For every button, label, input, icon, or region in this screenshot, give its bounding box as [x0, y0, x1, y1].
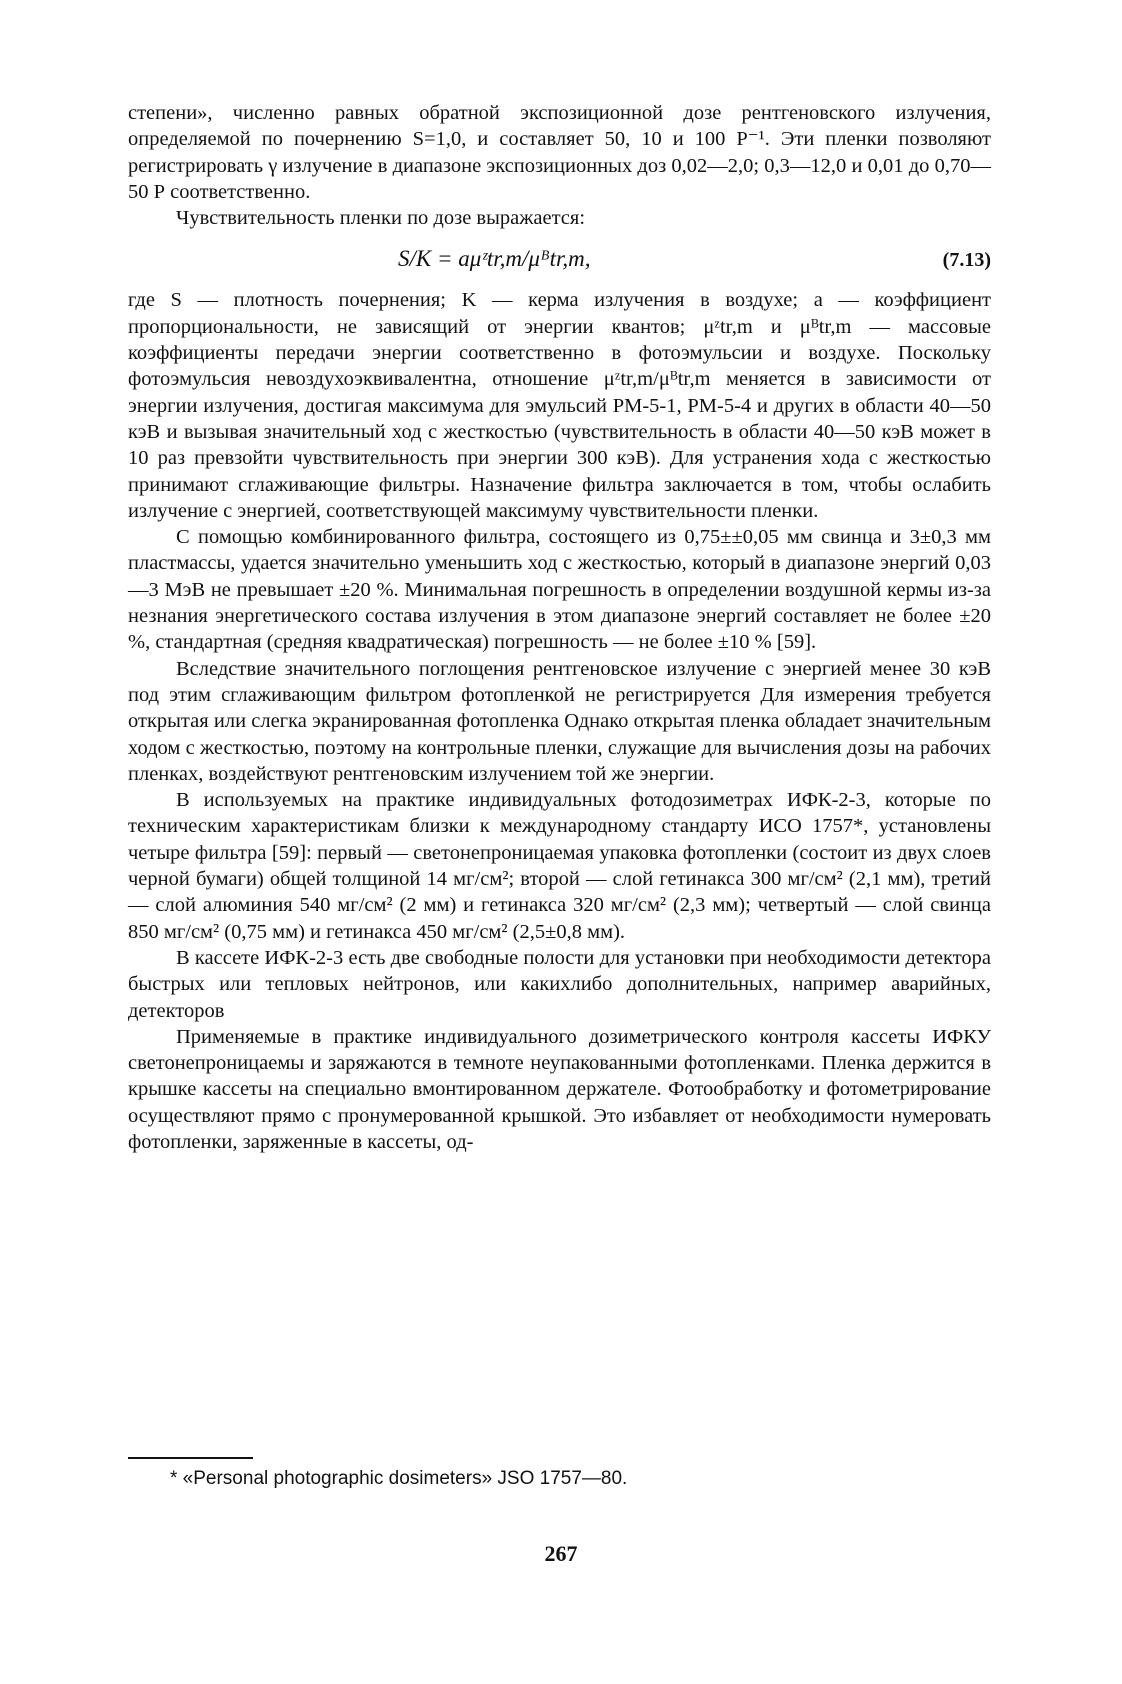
paragraph-6: В используемых на практике индивидуальных фотодозиметрах ИФК-2-3, которые по техническим характеристикам близки к международному стандарту ИСО 1757*, установлены четыре фильтра [59]: первый — светонепроницаемая упаковка фотопленки (состоит из двух слоев черной бумаги) общей толщиной 14 мг/см²; второй — слой гетинакса 300 мг/см² (2,1 мм), третий — слой алюминия 540 мг/см² (2 мм) и гетинакса 320 мг/см² (2,3 мм); четвертый — слой свинца 850 мг/см² (0,75 мм) и гетинакса 450 мг/см² (2,5±0,8 мм). [128, 789, 991, 943]
equation-7-13 [128, 231, 991, 287]
body-text [128, 100, 991, 1155]
equation-number: (7.13) [942, 249, 991, 272]
footnote-separator [128, 1457, 253, 1459]
footnote: * «Personal photographic dosimeters» JSO 1757—80. [170, 1468, 628, 1489]
paragraph-3: где S — плотность почернения; K — керма излучения в воздухе; a — коэффициент пропорциональности, не зависящий от энергии квантов; μᶻtr,m и μᴮtr,m — массовые коэффициенты передачи энергии соответственно в фотоэмульсии и воздухе. Поскольку фотоэмульсия невоздухоэквивалентна, отношение μᶻtr,m/μᴮtr,m меняется в зависимости от энергии излучения, достигая максимума для эмульсий РМ-5-1, РМ-5-4 и других в области 40—50 кэВ и вызывая значительный ход с жесткостью (чувствительность в области 40—50 кэВ может в 10 раз превзойти чувствительность при энергии 300 кэВ). Для устранения хода с жесткостью принимают сглаживающие фильтры. Назначение фильтра заключается в том, чтобы ослабить излучение с энергией, соответствующей максимуму чувствительности пленки. [128, 289, 991, 522]
equation-expression: S/K = aμᶻtr,m/μᴮtr,m, [398, 246, 591, 272]
paragraph-2: Чувствительность пленки по дозе выражается: [176, 207, 586, 230]
paragraph-5: Вследствие значительного поглощения рентгеновское излучение с энергией менее 30 кэВ под этим сглаживающим фильтром фотопленкой не регистрируется Для измерения требуется открытая или слегка экранированная фотопленка Однако открытая пленка обладает значительным ходом с жесткостью, поэтому на контрольные пленки, служащие для вычисления дозы на рабочих пленках, воздействуют рентгеновским излучением той же энергии. [128, 657, 991, 785]
paragraph-8: Применяемые в практике индивидуального дозиметрического контроля кассеты ИФКУ светонепроницаемы и заряжаются в темноте неупакованными фотопленками. Пленка держится в крышке кассеты на специально вмонтированном держателе. Фотообработку и фотометрирование осуществляют прямо с пронумерованной крышкой. Это избавляет от необходимости нумеровать фотопленки, заряженные в кассеты, од- [128, 1025, 991, 1153]
paragraph-1: степени», численно равных обратной экспозиционной дозе рентгеновского излучения, определяемой по почернению S=1,0, и составляет 50, 10 и 100 Р⁻¹. Эти пленки позволяют регистрировать γ излучение в диапазоне экспозиционных доз 0,02—2,0; 0,3—12,0 и 0,01 до 0,70—50 Р соответственно. [128, 102, 991, 203]
paragraph-4: С помощью комбинированного фильтра, состоящего из 0,75±±0,05 мм свинца и 3±0,3 мм пластмассы, удается значительно уменьшить ход с жесткостью, который в диапазоне энергий 0,03—3 МэВ не превышает ±20 %. Минимальная погрешность в определении воздушной кермы из-за незнания энергетического состава излучения в этом диапазоне энергий составляет не более ±20 %, стандартная (средняя квадратическая) погрешность — не более ±10 % [59]. [128, 526, 991, 654]
paragraph-7: В кассете ИФК-2-3 есть две свободные полости для установки при необходимости детектора быстрых или тепловых нейтронов, или какихлибо дополнительных, например аварийных, детекторов [128, 946, 991, 1022]
page-number: 267 [544, 1541, 578, 1566]
